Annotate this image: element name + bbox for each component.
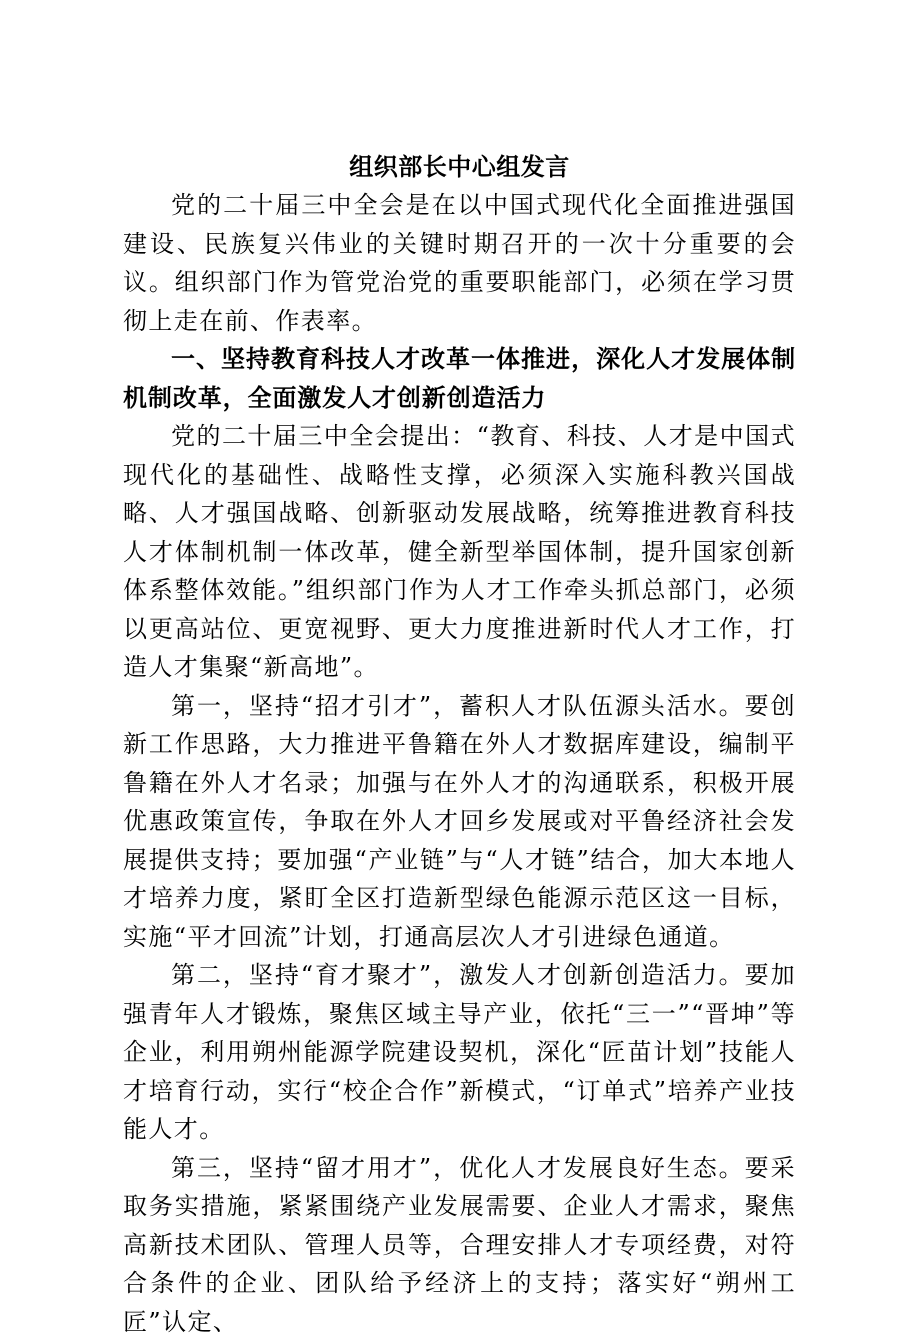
document-title: 组织部长中心组发言 <box>123 148 796 186</box>
body-paragraph-quote: 党的二十届三中全会提出：“教育、科技、人才是中国式现代化的基础性、战略性支撑，必须深入实施科教兴国战略、人才强国战略、创新驱动发展战略，统筹推进教育科技人才体制机制一体改革，健全新型举国体制，提升国家创新体系整体效能。”组织部门作为人才工作牵头抓总部门，必须以更高站位、更宽视野、更大力度推进新时代人才工作，打造人才集聚“新高地”。 <box>123 417 796 687</box>
body-paragraph-second: 第二，坚持“育才聚才”，激发人才创新创造活力。要加强青年人才锻炼，聚焦区域主导产业，依托“三一”“晋坤”等企业，利用朔州能源学院建设契机，深化“匠苗计划”技能人才培育行动，实行“校企合作”新模式，“订单式”培养产业技能人才。 <box>123 956 796 1149</box>
body-paragraph-intro: 党的二十届三中全会是在以中国式现代化全面推进强国建设、民族复兴伟业的关键时期召开的一次十分重要的会议。组织部门作为管党治党的重要职能部门，必须在学习贯彻上走在前、作表率。 <box>123 186 796 340</box>
body-paragraph-first: 第一，坚持“招才引才”，蓄积人才队伍源头活水。要创新工作思路，大力推进平鲁籍在外人才数据库建设，编制平鲁籍在外人才名录；加强与在外人才的沟通联系，积极开展优惠政策宣传，争取在外人才回乡发展或对平鲁经济社会发展提供支持；要加强“产业链”与“人才链”结合，加大本地人才培养力度，紧盯全区打造新型绿色能源示范区这一目标，实施“平才回流”计划，打通高层次人才引进绿色通道。 <box>123 687 796 957</box>
section-heading-1: 一、坚持教育科技人才改革一体推进，深化人才发展体制机制改革，全面激发人才创新创造活力 <box>123 340 796 417</box>
document-page <box>123 148 796 1341</box>
body-paragraph-third: 第三，坚持“留才用才”，优化人才发展良好生态。要采取务实措施，紧紧围绕产业发展需要、企业人才需求，聚焦高新技术团队、管理人员等，合理安排人才专项经费，对符合条件的企业、团队给予经济上的支持；落实好“朔州工匠”认定、 <box>123 1149 796 1341</box>
